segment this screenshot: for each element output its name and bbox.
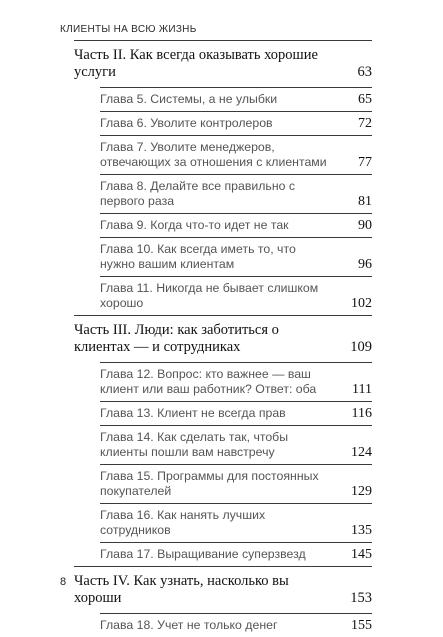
part-page-number: 153: [350, 590, 372, 606]
chapter-page-number: 116: [351, 406, 372, 421]
toc-chapter-entry[interactable]: [100, 614, 372, 637]
table-of-contents: [74, 40, 372, 637]
chapter-page-number: 155: [351, 618, 372, 633]
part-title: Часть IV. Как узнать, насколько вы хороши: [74, 573, 289, 606]
chapter-title: Глава 10. Как всегда иметь то, что нужно вашим клиентам: [100, 242, 296, 271]
toc-chapter-entry[interactable]: [100, 504, 372, 542]
chapter-title: Глава 9. Когда что-то идет не так: [100, 218, 289, 232]
chapter-title: Глава 18. Учет не только денег: [100, 618, 278, 632]
toc-part-entry[interactable]: [74, 316, 372, 362]
chapter-page-number: 96: [358, 257, 372, 272]
toc-chapter-entry[interactable]: [100, 363, 372, 401]
chapter-title: Глава 6. Уволите контролеров: [100, 116, 273, 130]
toc-chapter-entry[interactable]: [100, 112, 372, 135]
chapter-title: Глава 15. Программы для постоянных покупателей: [100, 469, 319, 498]
chapter-page-number: 102: [351, 296, 372, 311]
chapter-title: Глава 16. Как нанять лучших сотрудников: [100, 508, 266, 537]
toc-part-entry[interactable]: [74, 41, 372, 87]
chapter-page-number: 145: [351, 547, 372, 562]
running-head: КЛИЕНТЫ НА ВСЮ ЖИЗНЬ: [60, 24, 197, 35]
chapter-title: Глава 7. Уволите менеджеров, отвечающих за отношения с клиентами: [100, 140, 327, 169]
chapter-page-number: 111: [352, 382, 372, 397]
chapter-title: Глава 8. Делайте все правильно с первого раза: [100, 179, 296, 208]
chapter-page-number: 81: [358, 194, 372, 209]
part-page-number: 63: [357, 64, 372, 80]
chapter-title: Глава 5. Системы, а не улыбки: [100, 92, 278, 106]
toc-chapter-entry[interactable]: [100, 175, 372, 213]
chapter-title: Глава 12. Вопрос: кто важнее — ваш клиент или ваш работник? Ответ: оба: [100, 367, 317, 396]
chapter-page-number: 72: [358, 116, 372, 131]
chapter-page-number: 65: [358, 92, 372, 107]
toc-chapter-entry[interactable]: [100, 465, 372, 503]
page-number: 8: [60, 576, 67, 588]
chapter-title: Глава 11. Никогда не бывает слишком хорошо: [100, 281, 319, 310]
toc-chapter-entry[interactable]: [100, 426, 372, 464]
toc-chapter-entry[interactable]: [100, 88, 372, 111]
toc-chapter-entry[interactable]: [100, 402, 372, 425]
chapter-page-number: 90: [358, 218, 372, 233]
chapter-title: Глава 14. Как сделать так, чтобы клиенты пошли вам навстречу: [100, 430, 289, 459]
chapter-title: Глава 17. Выращивание суперзвезд: [100, 547, 306, 561]
chapter-page-number: 124: [351, 445, 372, 460]
part-title: Часть III. Люди: как заботиться о клиентах — и сотрудниках: [74, 322, 279, 355]
toc-chapter-entry[interactable]: [100, 136, 372, 174]
toc-chapter-entry[interactable]: [100, 214, 372, 237]
chapter-title: Глава 13. Клиент не всегда прав: [100, 406, 286, 420]
part-page-number: 109: [350, 339, 372, 355]
toc-part-entry[interactable]: [74, 567, 372, 613]
part-title: Часть II. Как всегда оказывать хорошие услуги: [74, 47, 318, 80]
chapter-page-number: 129: [351, 484, 372, 499]
chapter-page-number: 135: [351, 523, 372, 538]
toc-chapter-entry[interactable]: [100, 277, 372, 315]
toc-chapter-entry[interactable]: [100, 238, 372, 276]
toc-chapter-entry[interactable]: [100, 543, 372, 566]
chapter-page-number: 77: [358, 155, 372, 170]
